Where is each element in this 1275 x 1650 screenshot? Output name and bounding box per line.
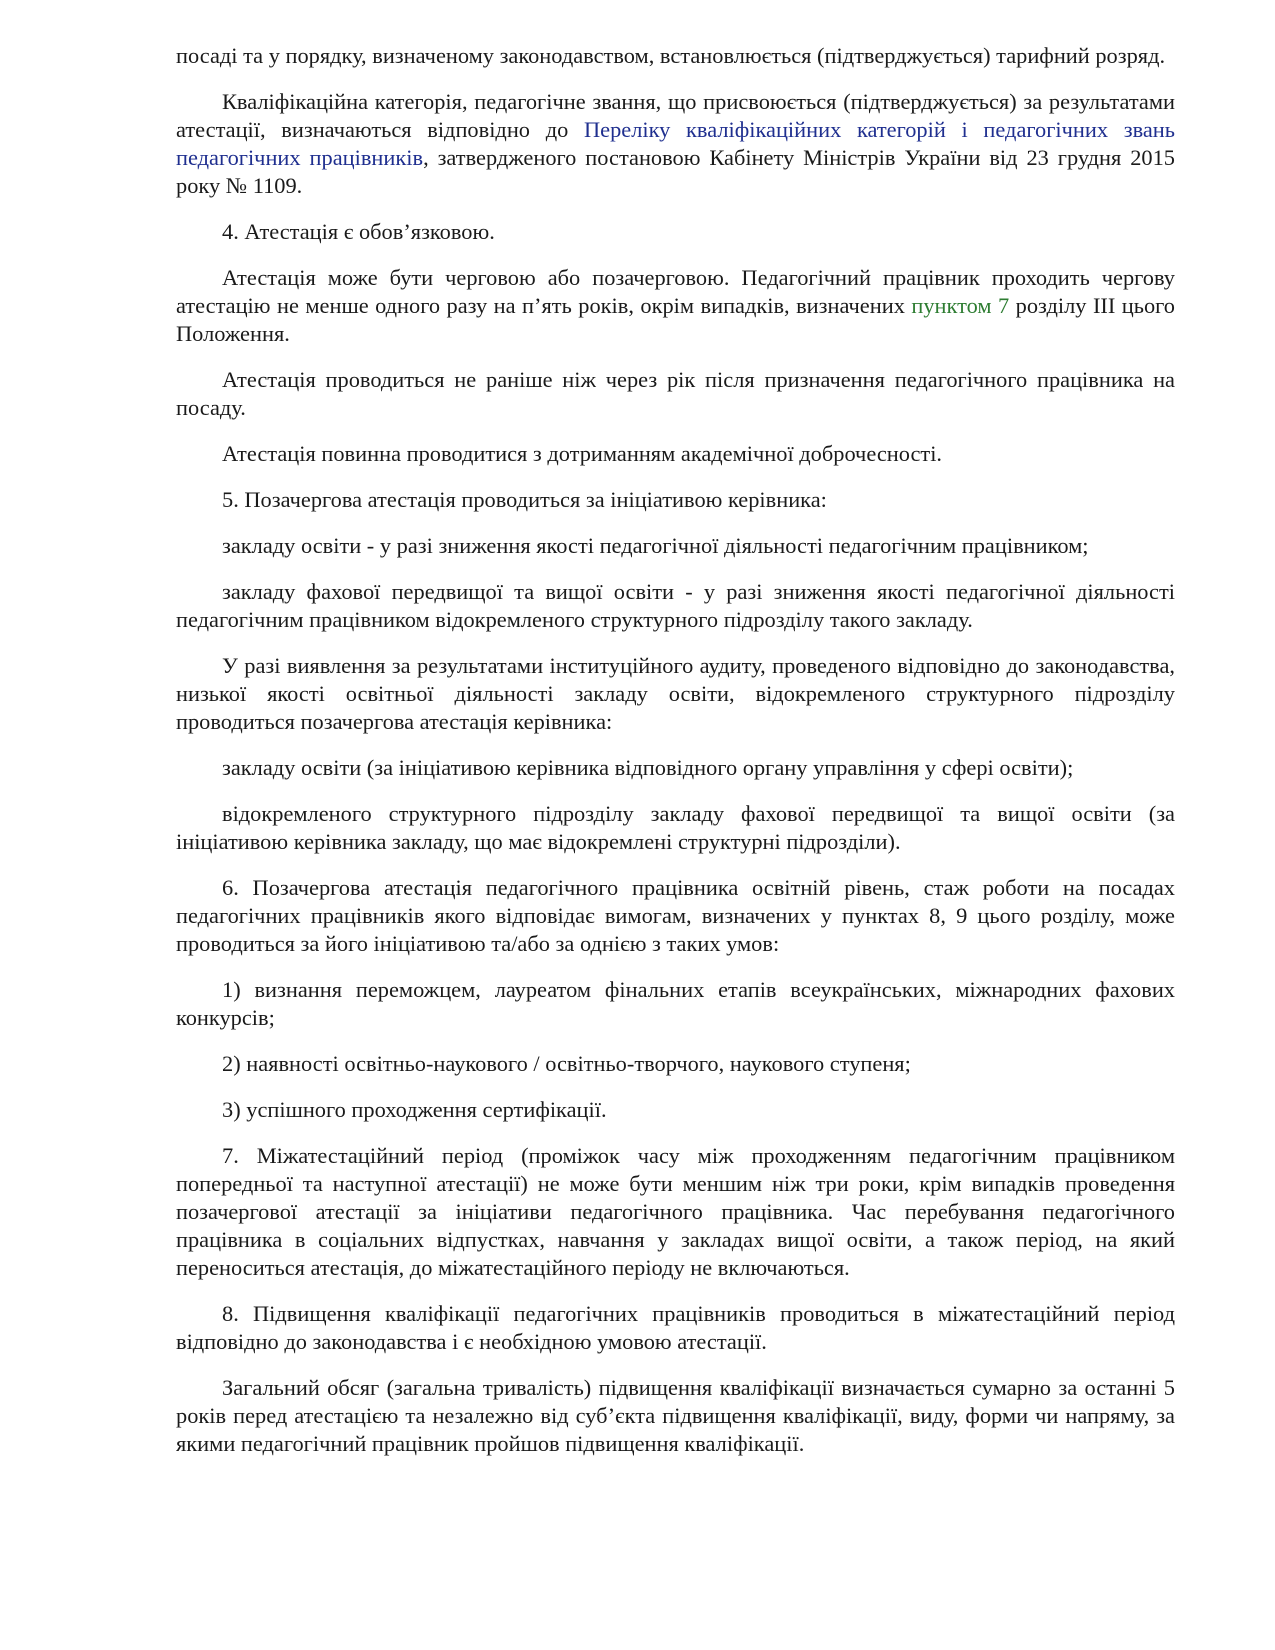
paragraph-total-volume: Загальний обсяг (загальна тривалість) підвищення кваліфікації визначається сумарно за останні 5 років перед атестацією та незалежно від суб’єкта підвищення кваліфікації, виду, форми чи напряму, за якими педагогічний працівник пройшов підвищення кваліфікації. <box>176 1375 1175 1456</box>
paragraph-academic-integrity: Атестація повинна проводитися з дотриманням академічної доброчесності. <box>222 441 943 466</box>
paragraph-audit-case: У разі виявлення за результатами інституційного аудиту, проведеного відповідно до законодавства, низької якості освітньої діяльності закладу освіти, відокремленого структурного підрозділу проводиться позачергова атестація керівника: <box>176 653 1175 734</box>
paragraph-item-6: 6. Позачергова атестація педагогічного працівника освітній рівень, стаж роботи на посадах педагогічних працівників якого відповідає вимогам, визначених у пунктах 8, 9 цього розділу, може проводиться за його ініціативою та/або за однією з таких умов: <box>176 875 1175 956</box>
paragraph-item-5: 5. Позачергова атестація проводиться за ініціативою керівника: <box>222 487 827 512</box>
document-page <box>176 42 1175 1476</box>
paragraph-continuation: посаді та у порядку, визначеному законодавством, встановлюється (підтверджується) тарифний розряд. <box>176 43 1166 68</box>
paragraph-text: Атестація може бути черговою або позачерговою. Педагогічний працівник проходить чергову атестацію не менше одного разу на п’ять років, окрім випадків, визначених <box>176 265 1175 318</box>
paragraph-text: розділу ІІІ цього Положення. <box>176 293 1175 346</box>
paragraph-condition-2: 2) наявності освітньо-наукового / освітньо-творчого, наукового ступеня; <box>222 1051 911 1076</box>
paragraph-attestation-timing: Атестація проводиться не раніше ніж через рік після призначення педагогічного працівника на посаду. <box>176 367 1175 420</box>
paragraph-condition-3: 3) успішного проходження сертифікації. <box>222 1097 607 1122</box>
paragraph-item-4: 4. Атестація є обов’язковою. <box>222 219 495 244</box>
list-of-categories-link[interactable]: Переліку кваліфікаційних категорій і педагогічних звань педагогічних працівників <box>176 117 1175 170</box>
paragraph-item-8: 8. Підвищення кваліфікації педагогічних працівників проводиться в міжатестаційний період відповідно до законодавства і є необхідною умовою атестації. <box>176 1301 1175 1354</box>
paragraph-qualification-category <box>176 88 1175 200</box>
paragraph-text: Кваліфікаційна категорія, педагогічне звання, що присвоюється (підтверджується) за результатами атестації, визначаються відповідно до <box>176 89 1175 142</box>
paragraph-regular-attestation <box>176 264 1175 348</box>
paragraph-school-case: закладу освіти - у разі зниження якості педагогічної діяльності педагогічним працівником; <box>222 533 1089 558</box>
paragraph-condition-1: 1) визнання переможцем, лауреатом фінальних етапів всеукраїнських, міжнародних фахових конкурсів; <box>176 977 1175 1030</box>
paragraph-text: , затвердженого постановою Кабінету Міністрів України від 23 грудня 2015 року № 1109. <box>176 145 1176 198</box>
point-7-link[interactable]: пунктом 7 <box>911 293 1010 318</box>
paragraph-subdivision-head: відокремленого структурного підрозділу закладу фахової передвищої та вищої освіти (за ініціативою керівника закладу, що має відокремлені структурні підрозділи). <box>176 801 1175 854</box>
paragraph-item-7: 7. Міжатестаційний період (проміжок часу між проходженням педагогічним працівником попередньої та наступної атестації) не може бути меншим ніж три роки, крім випадків проведення позачергової атестації за ініціативи педагогічного працівника. Час перебування педагогічного працівника в соціальних відпустках, навчання у закладах вищої освіти, а також період, на який переноситься атестація, до міжатестаційного періоду не включаються. <box>176 1143 1175 1280</box>
paragraph-school-head: закладу освіти (за ініціативою керівника відповідного органу управління у сфері освіти); <box>222 755 1074 780</box>
paragraph-higher-ed-case: закладу фахової передвищої та вищої освіти - у разі зниження якості педагогічної діяльності педагогічним працівником відокремленого структурного підрозділу такого закладу. <box>176 579 1175 632</box>
